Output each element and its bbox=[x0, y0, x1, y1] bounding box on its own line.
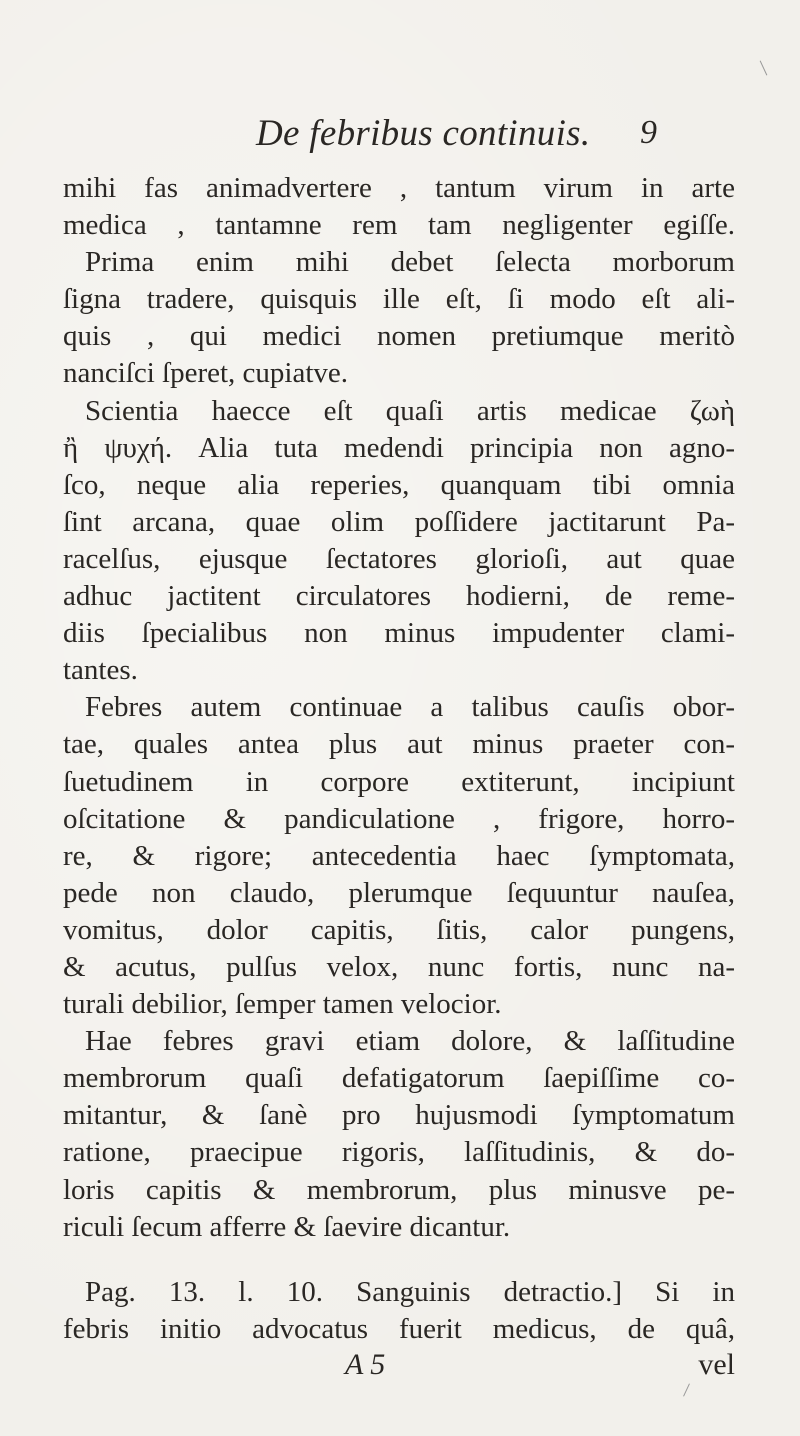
text-line: nanciſci ſperet, cupiatve. bbox=[63, 357, 349, 390]
text-line: ἢ ψυχή. Alia tuta medendi principia non agno- bbox=[63, 431, 735, 464]
text-line: vomitus, dolor capitis, ſitis, calor pungens, bbox=[63, 913, 735, 946]
text-line: racelſus, ejusque ſectatores glorioſi, aut quae bbox=[63, 542, 735, 575]
text-line: re, & rigore; antecedentia haec ſymptomata, bbox=[63, 839, 735, 872]
text-line: quis , qui medici nomen pretiumque meritò bbox=[63, 320, 735, 353]
text-line: ratione, praecipue rigoris, laſſitudinis, & do- bbox=[63, 1136, 735, 1169]
text-line: loris capitis & membrorum, plus minusve pe- bbox=[63, 1173, 735, 1206]
footnote-line: Pag. 13. l. 10. Sanguinis detractio.] Si in bbox=[85, 1275, 735, 1308]
body-text bbox=[63, 170, 735, 1385]
text-line: diis ſpecialibus non minus impudenter clami- bbox=[63, 617, 735, 650]
text-line: tantes. bbox=[63, 654, 138, 687]
catch-line bbox=[63, 1348, 735, 1385]
text-line: Prima enim mihi debet ſelecta morborum bbox=[85, 246, 735, 279]
footnote bbox=[63, 1274, 735, 1385]
edge-mark bbox=[760, 61, 768, 76]
text-line: mihi fas animadvertere , tantum virum in arte bbox=[63, 172, 735, 204]
footnote-line: febris initio advocatus fuerit medicus, de quâ, bbox=[63, 1312, 735, 1345]
text-line: Scientia haecce eſt quaſi artis medicae ζωὴ bbox=[85, 394, 735, 427]
signature-mark: A 5 bbox=[345, 1347, 386, 1381]
page-header bbox=[0, 112, 800, 162]
text-line: ſuetudinem in corpore extiterunt, incipiunt bbox=[63, 765, 735, 798]
text-line: Febres autem continuae a talibus cauſis obor- bbox=[85, 691, 735, 724]
text-line: oſcitatione & pandiculatione , frigore, horro- bbox=[63, 802, 735, 835]
page-foot bbox=[63, 1348, 735, 1385]
text-line: tae, quales antea plus aut minus praeter con- bbox=[63, 728, 735, 761]
text-line: ſco, neque alia reperies, quanquam tibi omnia bbox=[63, 468, 735, 501]
text-line: ſigna tradere, quisquis ille eſt, ſi modo eſt ali- bbox=[63, 283, 735, 316]
edge-mark bbox=[683, 1383, 690, 1396]
text-line: pede non claudo, plerumque ſequuntur nauſea, bbox=[63, 876, 735, 909]
catchword: vel bbox=[698, 1347, 735, 1381]
running-head: De febribus continuis. bbox=[256, 113, 591, 154]
text-line: membrorum quaſi defatigatorum ſaepiſſime co- bbox=[63, 1062, 735, 1095]
text-line: ſint arcana, quae olim poſſidere jactitarunt Pa- bbox=[63, 505, 735, 538]
text-line: riculi ſecum afferre & ſaevire dicantur. bbox=[63, 1210, 511, 1243]
page-number: 9 bbox=[640, 114, 657, 151]
text-line: mitantur, & ſanè pro hujusmodi ſymptomatum bbox=[63, 1099, 735, 1132]
text-line: & acutus, pulſus velox, nunc fortis, nunc na- bbox=[63, 950, 735, 983]
text-line: Hae febres gravi etiam dolore, & laſſitudine bbox=[85, 1025, 735, 1058]
text-line: turali debilior, ſemper tamen velocior. bbox=[63, 988, 502, 1021]
text-line: medica , tantamne rem tam negligenter egiſſe. bbox=[63, 209, 735, 242]
text-line: adhuc jactitent circulatores hodierni, de reme- bbox=[63, 580, 735, 613]
